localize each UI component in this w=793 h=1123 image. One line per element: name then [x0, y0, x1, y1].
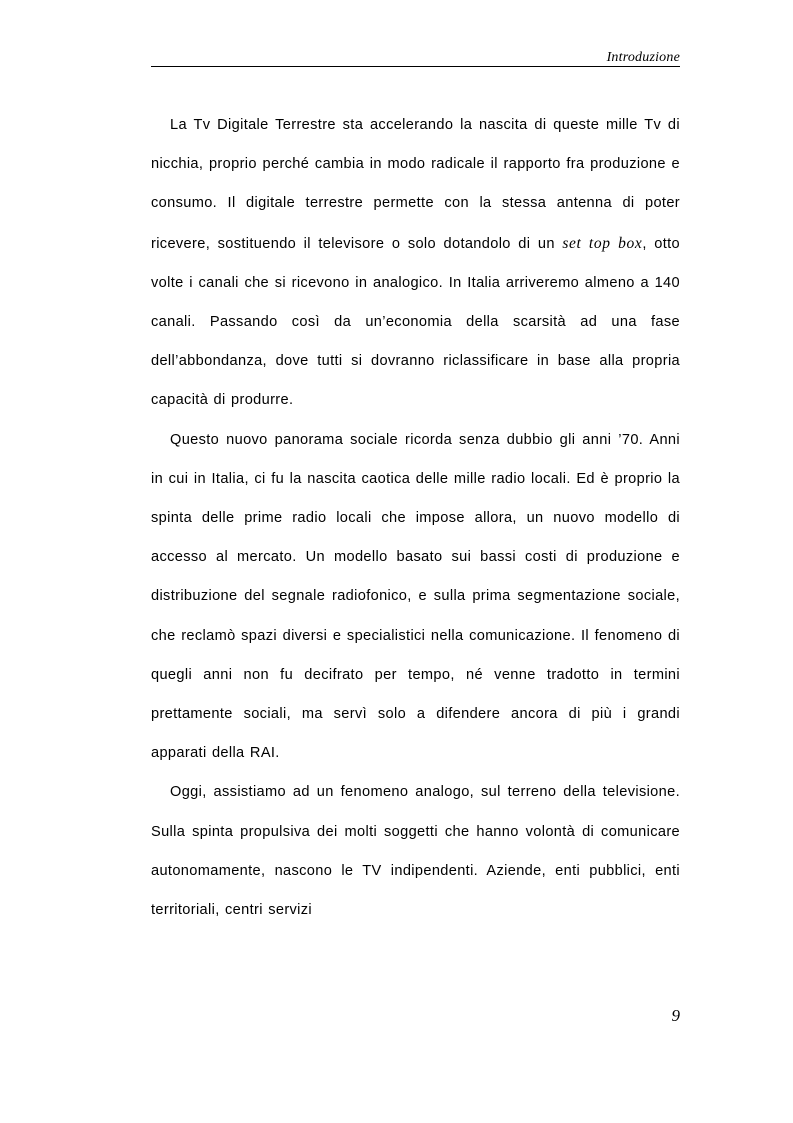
body-text — [151, 106, 680, 930]
paragraph-1-part-a: La Tv Digitale Terrestre sta accelerando la nascita di queste mille Tv di nicchia, proprio perché cambia in modo radicale il rapporto fra produzione e consumo. Il digitale terrestre permette con la stessa antenna di poter ricevere, sostituendo il televisore o solo dotandolo di un — [151, 117, 680, 252]
paragraph-1-part-b: , otto volte i canali che si ricevono in analogico. In Italia arriveremo almeno a 140 canali. Passando così da un’economia della scarsità ad una fase dell’abbondanza, dove tutti si dovranno riclassificare in base alla propria capacità di produrre. — [151, 235, 680, 409]
paragraph-1-italic-term: set top box — [562, 234, 643, 252]
paragraph-2: Questo nuovo panorama sociale ricorda senza dubbio gli anni ’70. Anni in cui in Italia, ci fu la nascita caotica delle mille radio locali. Ed è proprio la spinta delle prime radio locali che impose allora, un nuovo modello di accesso al mercato. Un modello basato sui bassi costi di produzione e distribuzione del segnale radiofonico, e sulla prima segmentazione sociale, che reclamò spazi diversi e specialistici nella comunicazione. Il fenomeno di quegli anni non fu decifrato per tempo, né venne tradotto in termini prettamente sociali, ma servì solo a difendere ancora di più i grandi apparati della RAI. — [151, 431, 680, 762]
paragraph-1 — [151, 106, 680, 421]
paragraph-3: Oggi, assistiamo ad un fenomeno analogo, sul terreno della televisione. Sulla spinta propulsiva dei molti soggetti che hanno volontà di comunicare autonomamente, nascono le TV indipendenti. Aziende, enti pubblici, enti territoriali, centri servizi — [151, 784, 680, 919]
running-header-title: Introduzione — [606, 50, 680, 65]
header-rule — [151, 66, 680, 67]
page-number: 9 — [671, 1006, 680, 1025]
